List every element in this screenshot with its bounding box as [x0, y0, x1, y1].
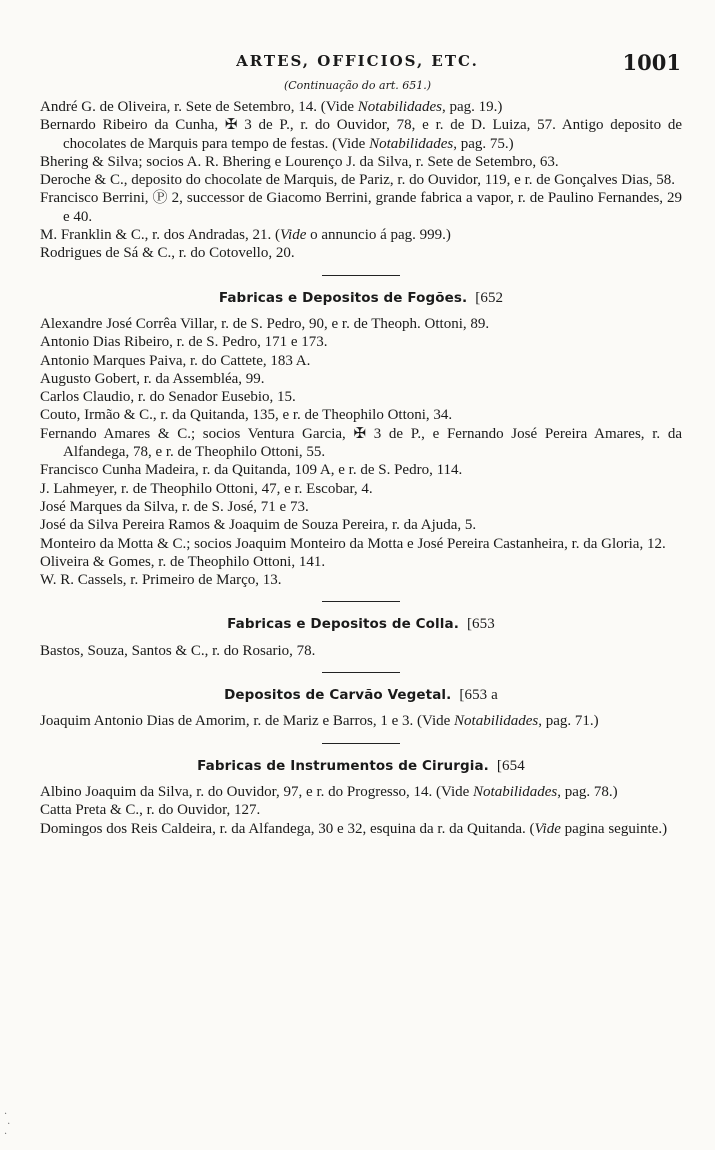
section-divider — [322, 275, 400, 276]
list-item: Catta Preta & C., r. do Ouvidor, 127. — [40, 802, 261, 819]
list-item: Monteiro da Motta & C.; socios Joaquim Monteiro da Motta e José Pereira Castanheira, r. da Gloria, 12. — [40, 535, 666, 552]
list-item: Bastos, Souza, Santos & C., r. do Rosario, 78. — [40, 642, 316, 659]
list-item: Albino Joaquim da Silva, r. do Ouvidor, 97, e r. do Progresso, 14. (Vide Notabilidades, pag. 78.) — [40, 783, 618, 800]
list-item: Deroche & C., deposito do chocolate de Marquis, de Pariz, r. do Ouvidor, 119, e r. de Gonçalves Dias, 58. — [40, 172, 675, 189]
list-item: Antonio Dias Ribeiro, r. de S. Pedro, 171 e 173. — [40, 334, 328, 351]
section-divider — [322, 672, 400, 673]
running-title: ARTES, OFFICIOS, ETC. — [236, 52, 479, 70]
continuation-note: (Continuação do art. 651.) — [283, 79, 432, 92]
list-item: Bhering & Silva; socios A. R. Bhering e Lourenço J. da Silva, r. Sete de Setembro, 63. — [40, 153, 559, 170]
section-divider — [322, 601, 400, 602]
list-item: Rodrigues de Sá & C., r. do Cotovello, 20. — [40, 245, 295, 262]
list-item: José Marques da Silva, r. de S. José, 71 e 73. — [40, 498, 309, 515]
list-item: Alexandre José Corrêa Villar, r. de S. Pedro, 90, e r. de Theoph. Ottoni, 89. — [40, 315, 490, 332]
list-item: J. Lahmeyer, r. de Theophilo Ottoni, 47, e r. Escobar, 4. — [40, 480, 373, 497]
page-header — [0, 50, 715, 80]
section-heading-colla: Fabricas e Depositos de Colla. [653 — [227, 616, 495, 633]
section-heading-cirurgia: Fabricas de Instrumentos de Cirurgia. [654 — [197, 757, 525, 774]
list-item: Francisco Cunha Madeira, r. da Quitanda, 109 A, e r. de S. Pedro, 114. — [40, 462, 463, 479]
section-heading-fogoes: Fabricas e Depositos de Fogões. [652 — [218, 289, 504, 306]
list-item: W. R. Cassels, r. Primeiro de Março, 13. — [40, 572, 282, 589]
print-speckle: · · · — [4, 1109, 11, 1140]
list-item: Carlos Claudio, r. do Senador Eusebio, 15. — [40, 389, 296, 406]
page-content — [40, 98, 682, 838]
list-item: Bernardo Ribeiro da Cunha, ✠ 3 de P., r. do Ouvidor, 78, e r. de D. Luiza, 57. Antigo deposito de chocolates de Marquis para tempo de festas. (Vide Notabilidades, pag. 75.) — [40, 117, 682, 152]
list-item: M. Franklin & C., r. dos Andradas, 21. (Vide o annuncio á pag. 999.) — [40, 227, 451, 244]
list-item: André G. de Oliveira, r. Sete de Setembro, 14. (Vide Notabilidades, pag. 19.) — [40, 99, 503, 115]
list-item: Francisco Berrini, Ⓟ 2, successor de Giacomo Berrini, grande fabrica a vapor, r. de Paulino Fernandes, 29 e 40. — [40, 190, 682, 225]
list-item: Fernando Amares & C.; socios Ventura Garcia, ✠ 3 de P., e Fernando José Pereira Amares, r. da Alfandega, 78, e r. de Theophilo Ottoni, 55. — [40, 425, 682, 461]
list-item: José da Silva Pereira Ramos & Joaquim de Souza Pereira, r. da Ajuda, 5. — [40, 517, 477, 534]
list-item: Oliveira & Gomes, r. de Theophilo Ottoni, 141. — [40, 553, 326, 570]
list-item: Augusto Gobert, r. da Assembléa, 99. — [40, 370, 265, 387]
list-item: Couto, Irmão & C., r. da Quitanda, 135, e r. de Theophilo Ottoni, 34. — [40, 407, 453, 424]
section-heading-carvao: Depositos de Carvão Vegetal. [653 a — [224, 687, 498, 704]
section-divider — [322, 743, 400, 744]
list-item: Domingos dos Reis Caldeira, r. da Alfandega, 30 e 32, esquina da r. da Quitanda. (Vide pagina seguinte.) — [40, 820, 668, 837]
list-item: Antonio Marques Paiva, r. do Cattete, 183 A. — [40, 352, 311, 369]
list-item: Joaquim Antonio Dias de Amorim, r. de Mariz e Barros, 1 e 3. (Vide Notabilidades, pag. 71.) — [40, 713, 599, 730]
page-number: 1001 — [622, 50, 681, 75]
